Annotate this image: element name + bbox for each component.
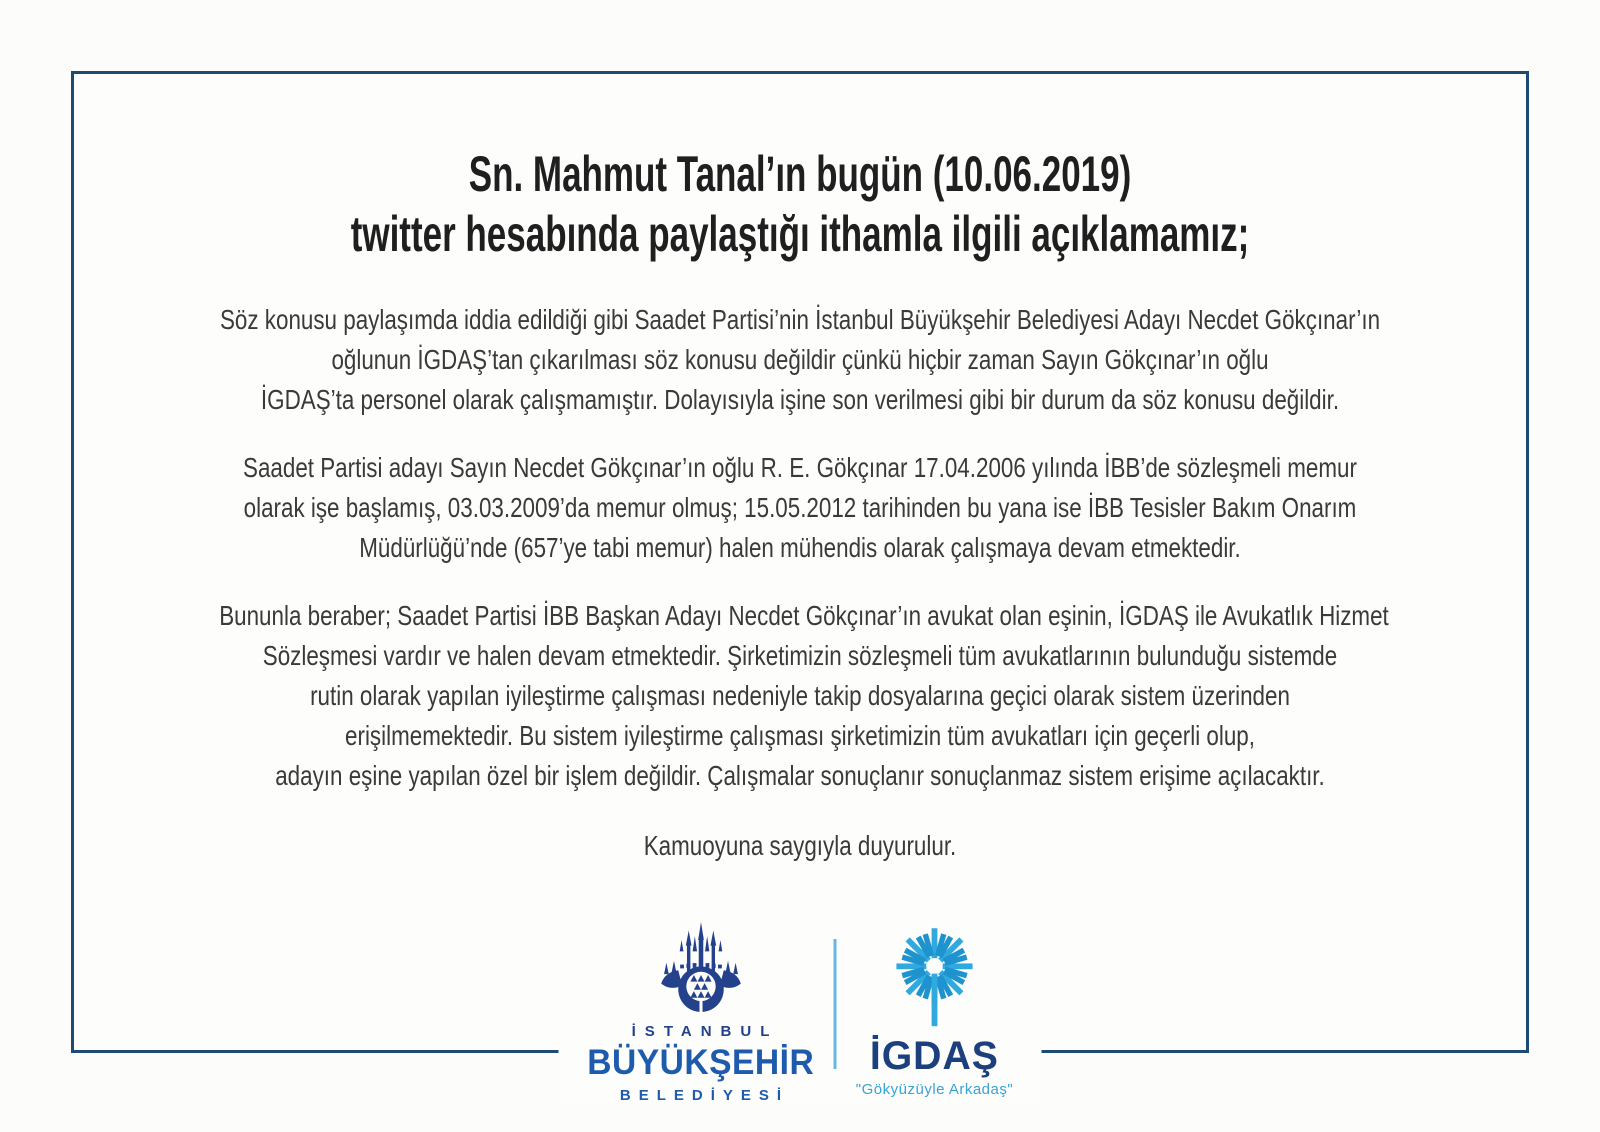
text-line: twitter hesabında paylaştığı ithamla ilgili açıklamamız; <box>350 206 1250 262</box>
text-line: adayın eşine yapılan özel bir işlem değildir. Çalışmalar sonuçlanır sonuçlanmaz sistem erişime açılacaktır. <box>275 760 1325 791</box>
text-line: olarak işe başlamış, 03.03.2009’da memur olmuş; 15.05.2012 tarihinden bu yana ise İBB Tesisler Bakım Onarım <box>243 492 1357 523</box>
text-line: Sn. Mahmut Tanal’ın bugün (10.06.2019) <box>468 146 1132 202</box>
text-line: rutin olarak yapılan iyileştirme çalışması nedeniyle takip dosyalarına geçici olarak sistem üzerinden <box>310 680 1290 711</box>
text-line: Bununla beraber; Saadet Partisi İBB Başkan Adayı Necdet Gökçınar’ın avukat olan eşinin, İGDAŞ ile Avukatlık Hizmet <box>219 600 1389 631</box>
text-line: Söz konusu paylaşımda iddia edildiği gibi Saadet Partisi’nin İstanbul Büyükşehir Belediyesi Adayı Necdet Gökçınar’ın <box>219 304 1381 335</box>
text-line: Kamuoyuna saygıyla duyurulur. <box>643 830 957 861</box>
logo-divider <box>834 939 837 1069</box>
igdas-tagline: "Gökyüzüyle Arkadaş" <box>855 1081 1014 1098</box>
ibb-logo <box>581 921 821 1104</box>
text-line: Saadet Partisi adayı Sayın Necdet Gökçınar’ın oğlu R. E. Gökçınar 17.04.2006 yılında İBB’de sözleşmeli memur <box>243 452 1357 483</box>
text-line: İGDAŞ’ta personel olarak çalışmamıştır. Dolayısıyla işine son verilmesi gibi bir durum da söz konusu değildir. <box>260 384 1340 415</box>
igdas-snowflake-logo-icon <box>885 921 985 1028</box>
ibb-logo-text-belediyesi: BELEDİYESİ <box>619 1087 790 1104</box>
paragraph-2 <box>74 448 1526 568</box>
igdas-logo <box>850 921 1020 1098</box>
text-line: erişilmemektedir. Bu sistem iyileştirme çalışması şirketimizin tüm avukatları için geçerli olup, <box>345 720 1255 751</box>
ibb-tulip-logo-icon <box>653 921 748 1012</box>
announcement-frame <box>71 71 1529 1053</box>
ibb-logo-text-buyuksehir: BÜYÜKŞEHİR <box>587 1043 814 1082</box>
ibb-logo-text-istanbul: İSTANBUL <box>631 1023 779 1040</box>
paragraph-1 <box>74 300 1526 420</box>
closing-line <box>74 826 1526 866</box>
igdas-logo-wordmark: İGDAŞ <box>869 1034 1000 1078</box>
paragraph-3 <box>74 596 1526 796</box>
announcement-title <box>74 74 1526 264</box>
footer-logos <box>559 921 1042 1104</box>
text-line: Müdürlüğü’nde (657’ye tabi memur) halen mühendis olarak çalışmaya devam etmektedir. <box>359 532 1241 563</box>
text-line: oğlunun İGDAŞ’tan çıkarılması söz konusu değildir çünkü hiçbir zaman Sayın Gökçınar’ın oğlu <box>331 344 1269 375</box>
text-line: Sözleşmesi vardır ve halen devam etmektedir. Şirketimizin sözleşmeli tüm avukatlarının bulunduğu sistemde <box>262 640 1338 671</box>
